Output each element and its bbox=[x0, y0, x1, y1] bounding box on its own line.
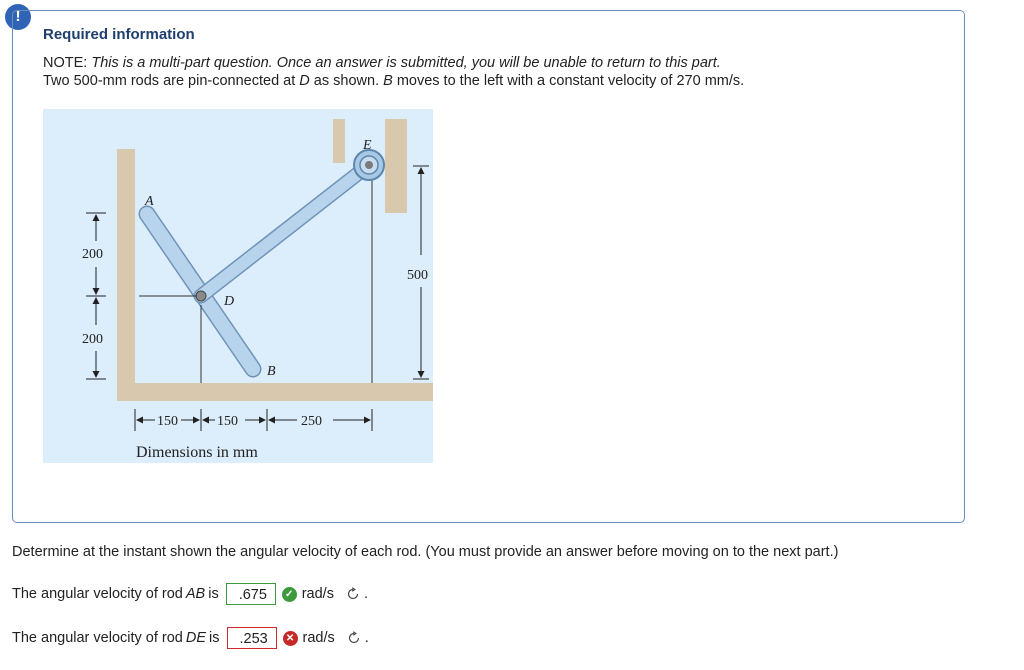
problem-part2: as shown. bbox=[309, 73, 384, 89]
left-wall bbox=[117, 149, 135, 401]
right-guide-right bbox=[385, 119, 407, 213]
question-text: Determine at the instant shown the angular velocity of each rod. (You must provide an answer before moving on to the next part.) bbox=[12, 544, 839, 560]
right-guide-left bbox=[333, 119, 345, 163]
dim-500: 500 bbox=[407, 268, 428, 283]
label-d: D bbox=[224, 294, 235, 309]
problem-part3: moves to the left with a constant velocity of 270 mm/s. bbox=[392, 73, 745, 89]
counterclockwise-icon bbox=[346, 587, 360, 601]
angular-velocity-ab-input[interactable]: .675 bbox=[226, 583, 276, 605]
label-e: E bbox=[363, 138, 372, 153]
mechanism-diagram bbox=[43, 109, 433, 463]
incorrect-x-icon: ✕ bbox=[283, 631, 298, 646]
correct-check-icon: ✓ bbox=[282, 587, 297, 602]
counterclockwise-icon bbox=[347, 631, 361, 645]
figure-caption: Dimensions in mm bbox=[136, 444, 258, 461]
angular-velocity-de-input[interactable]: .253 bbox=[227, 627, 277, 649]
unit-label-de: rad/s bbox=[302, 630, 335, 646]
note-body: This is a multi-part question. Once an answer is submitted, you will be unable to return to this part. bbox=[91, 55, 721, 71]
dim-250: 250 bbox=[301, 414, 322, 429]
label-a: A bbox=[145, 194, 154, 209]
problem-statement bbox=[43, 73, 744, 89]
answer-ab-end: . bbox=[363, 586, 368, 602]
dim-200-bottom: 200 bbox=[82, 332, 103, 347]
required-information-heading: Required information bbox=[43, 26, 195, 43]
mechanism-figure bbox=[43, 109, 433, 463]
pin-d bbox=[196, 291, 206, 301]
unit-label-ab: rad/s bbox=[301, 586, 334, 602]
problem-var-d: D bbox=[299, 73, 310, 89]
dim-150-mid: 150 bbox=[217, 414, 238, 429]
answer-de-rod: DE bbox=[185, 630, 207, 646]
problem-var-b: B bbox=[383, 73, 393, 89]
answer-ab-suffix: is bbox=[208, 586, 219, 602]
answer-row-de bbox=[12, 626, 369, 650]
floor bbox=[117, 383, 433, 401]
answer-de-prefix: The angular velocity of rod bbox=[12, 630, 183, 646]
alert-icon: ! bbox=[5, 4, 31, 30]
dim-200-top: 200 bbox=[82, 247, 103, 262]
dim-150-left: 150 bbox=[157, 414, 178, 429]
answer-ab-prefix: The angular velocity of rod bbox=[12, 586, 183, 602]
answer-ab-rod: AB bbox=[185, 586, 206, 602]
answer-de-end: . bbox=[364, 630, 369, 646]
note-text bbox=[43, 55, 721, 71]
answer-row-ab bbox=[12, 582, 368, 606]
problem-part1: Two 500-mm rods are pin-connected at bbox=[43, 73, 300, 89]
label-b: B bbox=[267, 364, 276, 379]
note-prefix: NOTE: bbox=[43, 55, 92, 71]
answer-de-suffix: is bbox=[209, 630, 220, 646]
